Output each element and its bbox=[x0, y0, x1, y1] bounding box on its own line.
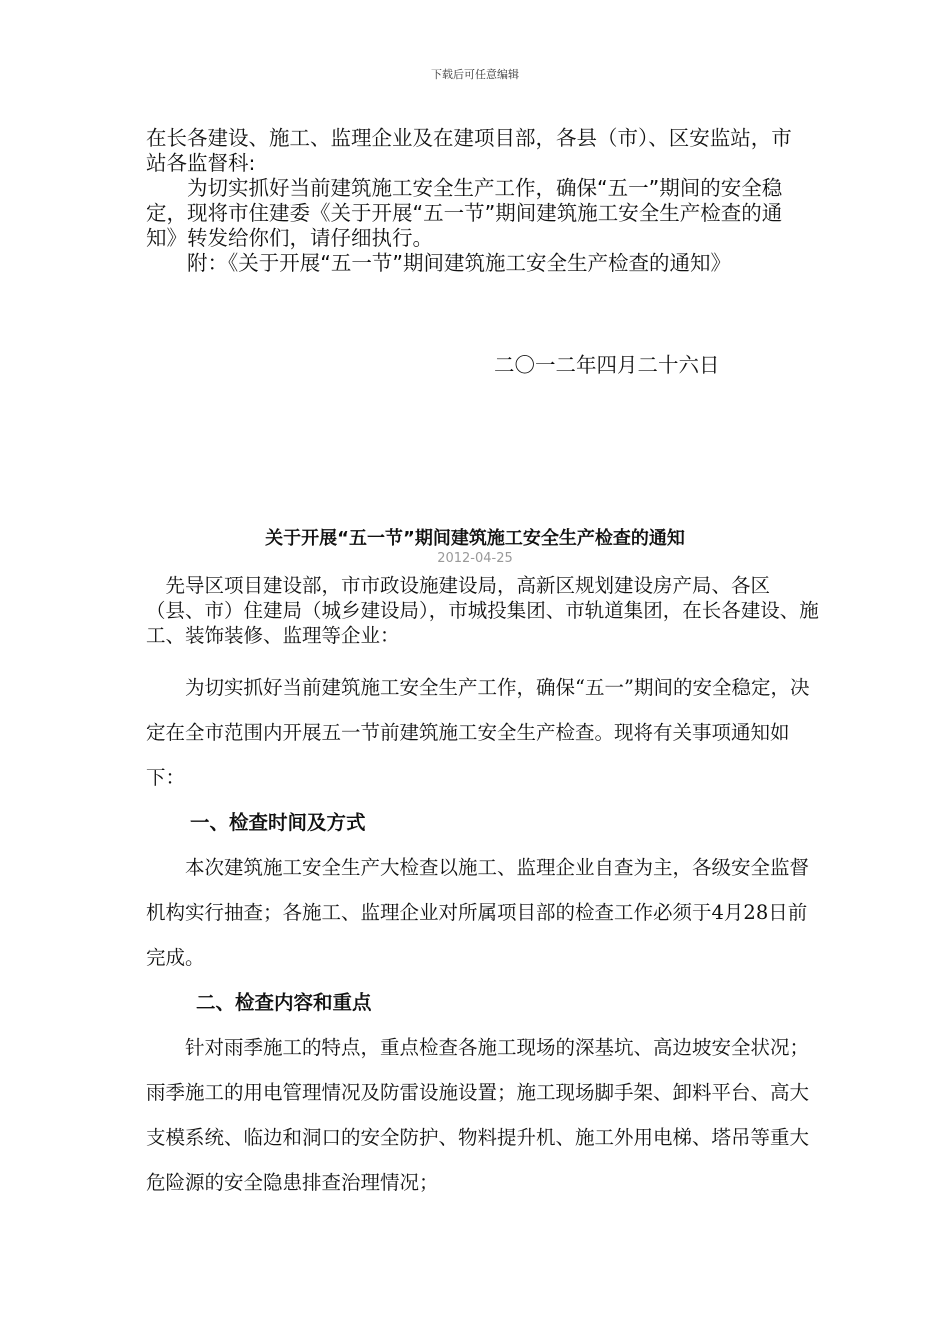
notice-para-1: 为切实抓好当前建筑施工安全生产工作，确保“五一”期间的安全稳定，决定在全市范围内开展五一节前建筑施工安全生产检查。现将有关事项通知如下： bbox=[146, 676, 810, 789]
notice-para-2: 本次建筑施工安全生产大检查以施工、监理企业自查为主，各级安全监督机构实行抽查；各施工、监理企业对所属项目部的检查工作必须于4月28日前完成。 bbox=[146, 856, 810, 969]
notice-recipients bbox=[146, 573, 826, 648]
header-note: 下载后可任意编辑 bbox=[431, 68, 519, 81]
notice-pub-date: 2012-04-25 bbox=[437, 551, 513, 566]
document-date: 二〇一二年四月二十六日 bbox=[494, 353, 720, 377]
section-heading-2: 二、检查内容和重点 bbox=[196, 991, 372, 1014]
intro-section bbox=[146, 126, 806, 276]
recipients-text: 先导区项目建设部，市市政设施建设局，高新区规划建设房产局、各区（县、市）住建局（城乡建设局），市城投集团、市轨道集团，在长各建设、施工、装饰装修、监理等企业： bbox=[146, 574, 819, 647]
notice-title: 关于开展“五一节”期间建筑施工安全生产检查的通知 bbox=[265, 528, 685, 549]
notice-para-3: 针对雨季施工的特点，重点检查各施工现场的深基坑、高边坡安全状况；雨季施工的用电管理情况及防雷设施设置；施工现场脚手架、卸料平台、高大支模系统、临边和洞口的安全防护、物料提升机、施工外用电梯、塔吊等重大危险源的安全隐患排查治理情况； bbox=[146, 1036, 810, 1194]
notice-body bbox=[146, 665, 826, 1205]
intro-addressee: 在长各建设、施工、监理企业及在建项目部，各县（市）、区安监站，市站各监督科: bbox=[146, 126, 792, 175]
intro-body: 为切实抓好当前建筑施工安全生产工作，确保“五一”期间的安全稳定，现将市住建委《关于开展“五一节”期间建筑施工安全生产检查的通知》转发给你们，请仔细执行。 bbox=[146, 176, 783, 250]
intro-attachment: 附：《关于开展“五一节”期间建筑施工安全生产检查的通知》 bbox=[187, 251, 731, 275]
section-heading-1: 一、检查时间及方式 bbox=[190, 811, 366, 834]
